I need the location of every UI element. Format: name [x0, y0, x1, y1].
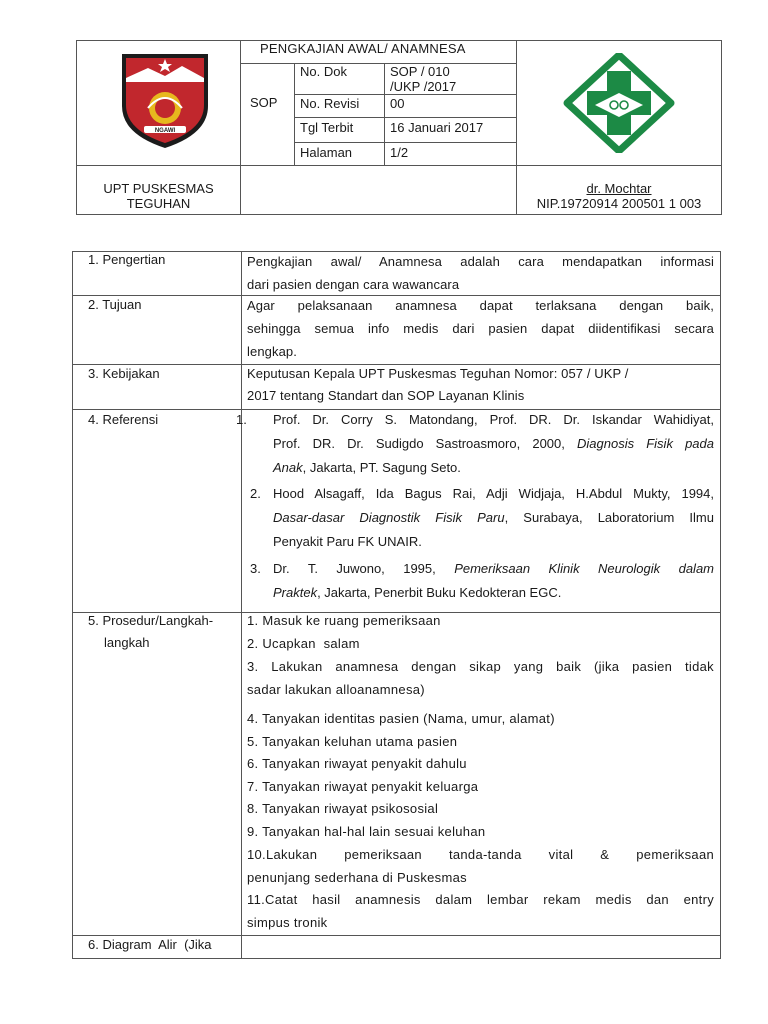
pengertian-body	[247, 250, 714, 296]
ref-1-line2-pre: Prof. DR. Dr. Sudigdo Sastroasmoro, 2000,	[273, 436, 578, 451]
step-1: 1. Masuk ke ruang pemeriksaan	[247, 613, 441, 628]
no-dok-label: No. Dok	[300, 64, 347, 79]
no-revisi-value: 00	[390, 96, 405, 111]
diagram-label: 6. Diagram Alir (Jika	[88, 937, 212, 952]
ref-1-text	[273, 408, 714, 480]
kebijakan-line2: 2017 tentang Standart dan SOP Layanan Klinis	[247, 388, 525, 403]
puskesmas-logo	[563, 53, 675, 153]
tujuan-line3: lengkap.	[247, 344, 297, 359]
step-5: 5. Tanyakan keluhan utama pasien	[247, 734, 458, 749]
step-11	[247, 888, 714, 911]
ref-2-line1: Hood Alsagaff, Ida Bagus Rai, Adji Widjaja, H.Abdul Mukty, 1994,	[273, 486, 714, 501]
step-6: 6. Tanyakan riwayat penyakit dahulu	[247, 756, 467, 771]
ref-1-line3-italic: Anak	[273, 460, 303, 475]
ref-3-line1-italic: Pemeriksaan Klinik Neurologik dalam	[454, 561, 714, 576]
ref-1-line2-italic: Diagnosis Fisik pada	[577, 436, 714, 451]
step-11-cont: simpus tronik	[247, 915, 328, 930]
tgl-terbit-label: Tgl Terbit	[300, 120, 354, 135]
ref-2-text	[273, 482, 714, 554]
document-title: PENGKAJIAN AWAL/ ANAMNESA	[260, 41, 466, 56]
pengertian-line2: dari pasien dengan cara wawancara	[247, 277, 460, 292]
step-3	[247, 655, 714, 678]
signer-nip: NIP.19720914 200501 1 003	[536, 196, 702, 211]
kebijakan-label: 3. Kebijakan	[88, 366, 160, 381]
step-7: 7. Tanyakan riwayat penyakit keluarga	[247, 779, 479, 794]
step-10-cont: penunjang sederhana di Puskesmas	[247, 870, 467, 885]
prosedur-label-line2: langkah	[104, 635, 150, 650]
ref-1-line3	[273, 456, 714, 480]
ref-1-line2	[273, 432, 714, 456]
ref-3-line2	[273, 581, 714, 605]
step-2: 2. Ucapkan salam	[247, 636, 360, 651]
step-10-line1: 10.Lakukan pemeriksaan tanda-tanda vital & pemeriksaan	[247, 847, 714, 862]
step-3-line1: 3. Lakukan anamnesa dengan sikap yang baik (jika pasien tidak	[247, 659, 714, 674]
ref-2-line2-post: , Surabaya, Laboratorium Ilmu	[504, 510, 714, 525]
ref-2-number: 2.	[250, 486, 261, 501]
kebijakan-body	[247, 363, 697, 407]
ref-1-line3-post: , Jakarta, PT. Sagung Seto.	[302, 460, 461, 475]
tujuan-line2: sehingga semua info medis dari pasien dapat diidentifikasi secara	[247, 321, 714, 336]
step-10	[247, 843, 714, 866]
halaman-label: Halaman	[300, 145, 353, 160]
no-dok-value: SOP / 010	[390, 64, 450, 79]
referensi-label: 4. Referensi	[88, 412, 159, 427]
ref-3-number: 3.	[250, 561, 261, 576]
no-dok-value-line2: /UKP /2017	[390, 79, 457, 94]
ref-2-line2-italic: Dasar-dasar Diagnostik Fisik Paru	[273, 510, 505, 525]
halaman-value: 1/2	[390, 145, 409, 160]
pengertian-line1: Pengkajian awal/ Anamnesa adalah cara mendapatkan informasi	[247, 254, 714, 269]
ref-3-line1	[273, 557, 714, 581]
prosedur-label-line1: 5. Prosedur/Langkah-	[88, 613, 214, 628]
ref-3-line1-pre: Dr. T. Juwono, 1995,	[273, 561, 455, 576]
tujuan-label: 2. Tujuan	[88, 297, 142, 312]
ref-2-line2	[273, 506, 714, 530]
tujuan-line1: Agar pelaksanaan anamnesa dapat terlaksana dengan baik,	[247, 298, 714, 313]
org-name-line2: TEGUHAN	[126, 196, 191, 211]
step-4: 4. Tanyakan identitas pasien (Nama, umur, alamat)	[247, 711, 555, 726]
tgl-terbit-value: 16 Januari 2017	[390, 120, 484, 135]
ref-3-line2-italic: Praktek	[273, 585, 318, 600]
ref-2-line3: Penyakit Paru FK UNAIR.	[273, 534, 422, 549]
logo-text: NGAWI	[154, 128, 176, 134]
org-name-line1: UPT PUSKESMAS	[103, 181, 214, 196]
ref-3-text	[273, 557, 714, 605]
kebijakan-line1: Keputusan Kepala UPT Puskesmas Teguhan Nomor: 057 / UKP /	[247, 366, 629, 381]
no-revisi-label: No. Revisi	[300, 96, 360, 111]
ref-1-number: 1.	[236, 412, 247, 427]
tujuan-body	[247, 294, 714, 363]
ref-3-line2-post: , Jakarta, Penerbit Buku Kedokteran EGC.	[317, 585, 562, 600]
ref-1-line1: Prof. Dr. Corry S. Matondang, Prof. DR. Dr. Iskandar Wahidiyat,	[273, 412, 714, 427]
step-3-cont: sadar lakukan alloanamnesa)	[247, 682, 425, 697]
step-8: 8. Tanyakan riwayat psikososial	[247, 801, 439, 816]
step-11-line1: 11.Catat hasil anamnesis dalam lembar rekam medis dan entry	[247, 892, 714, 907]
ngawi-logo	[118, 48, 212, 150]
sop-label: SOP	[250, 95, 278, 110]
pengertian-label: 1. Pengertian	[88, 252, 166, 267]
step-9: 9. Tanyakan hal-hal lain sesuai keluhan	[247, 824, 486, 839]
signer-name: dr. Mochtar	[586, 181, 652, 196]
